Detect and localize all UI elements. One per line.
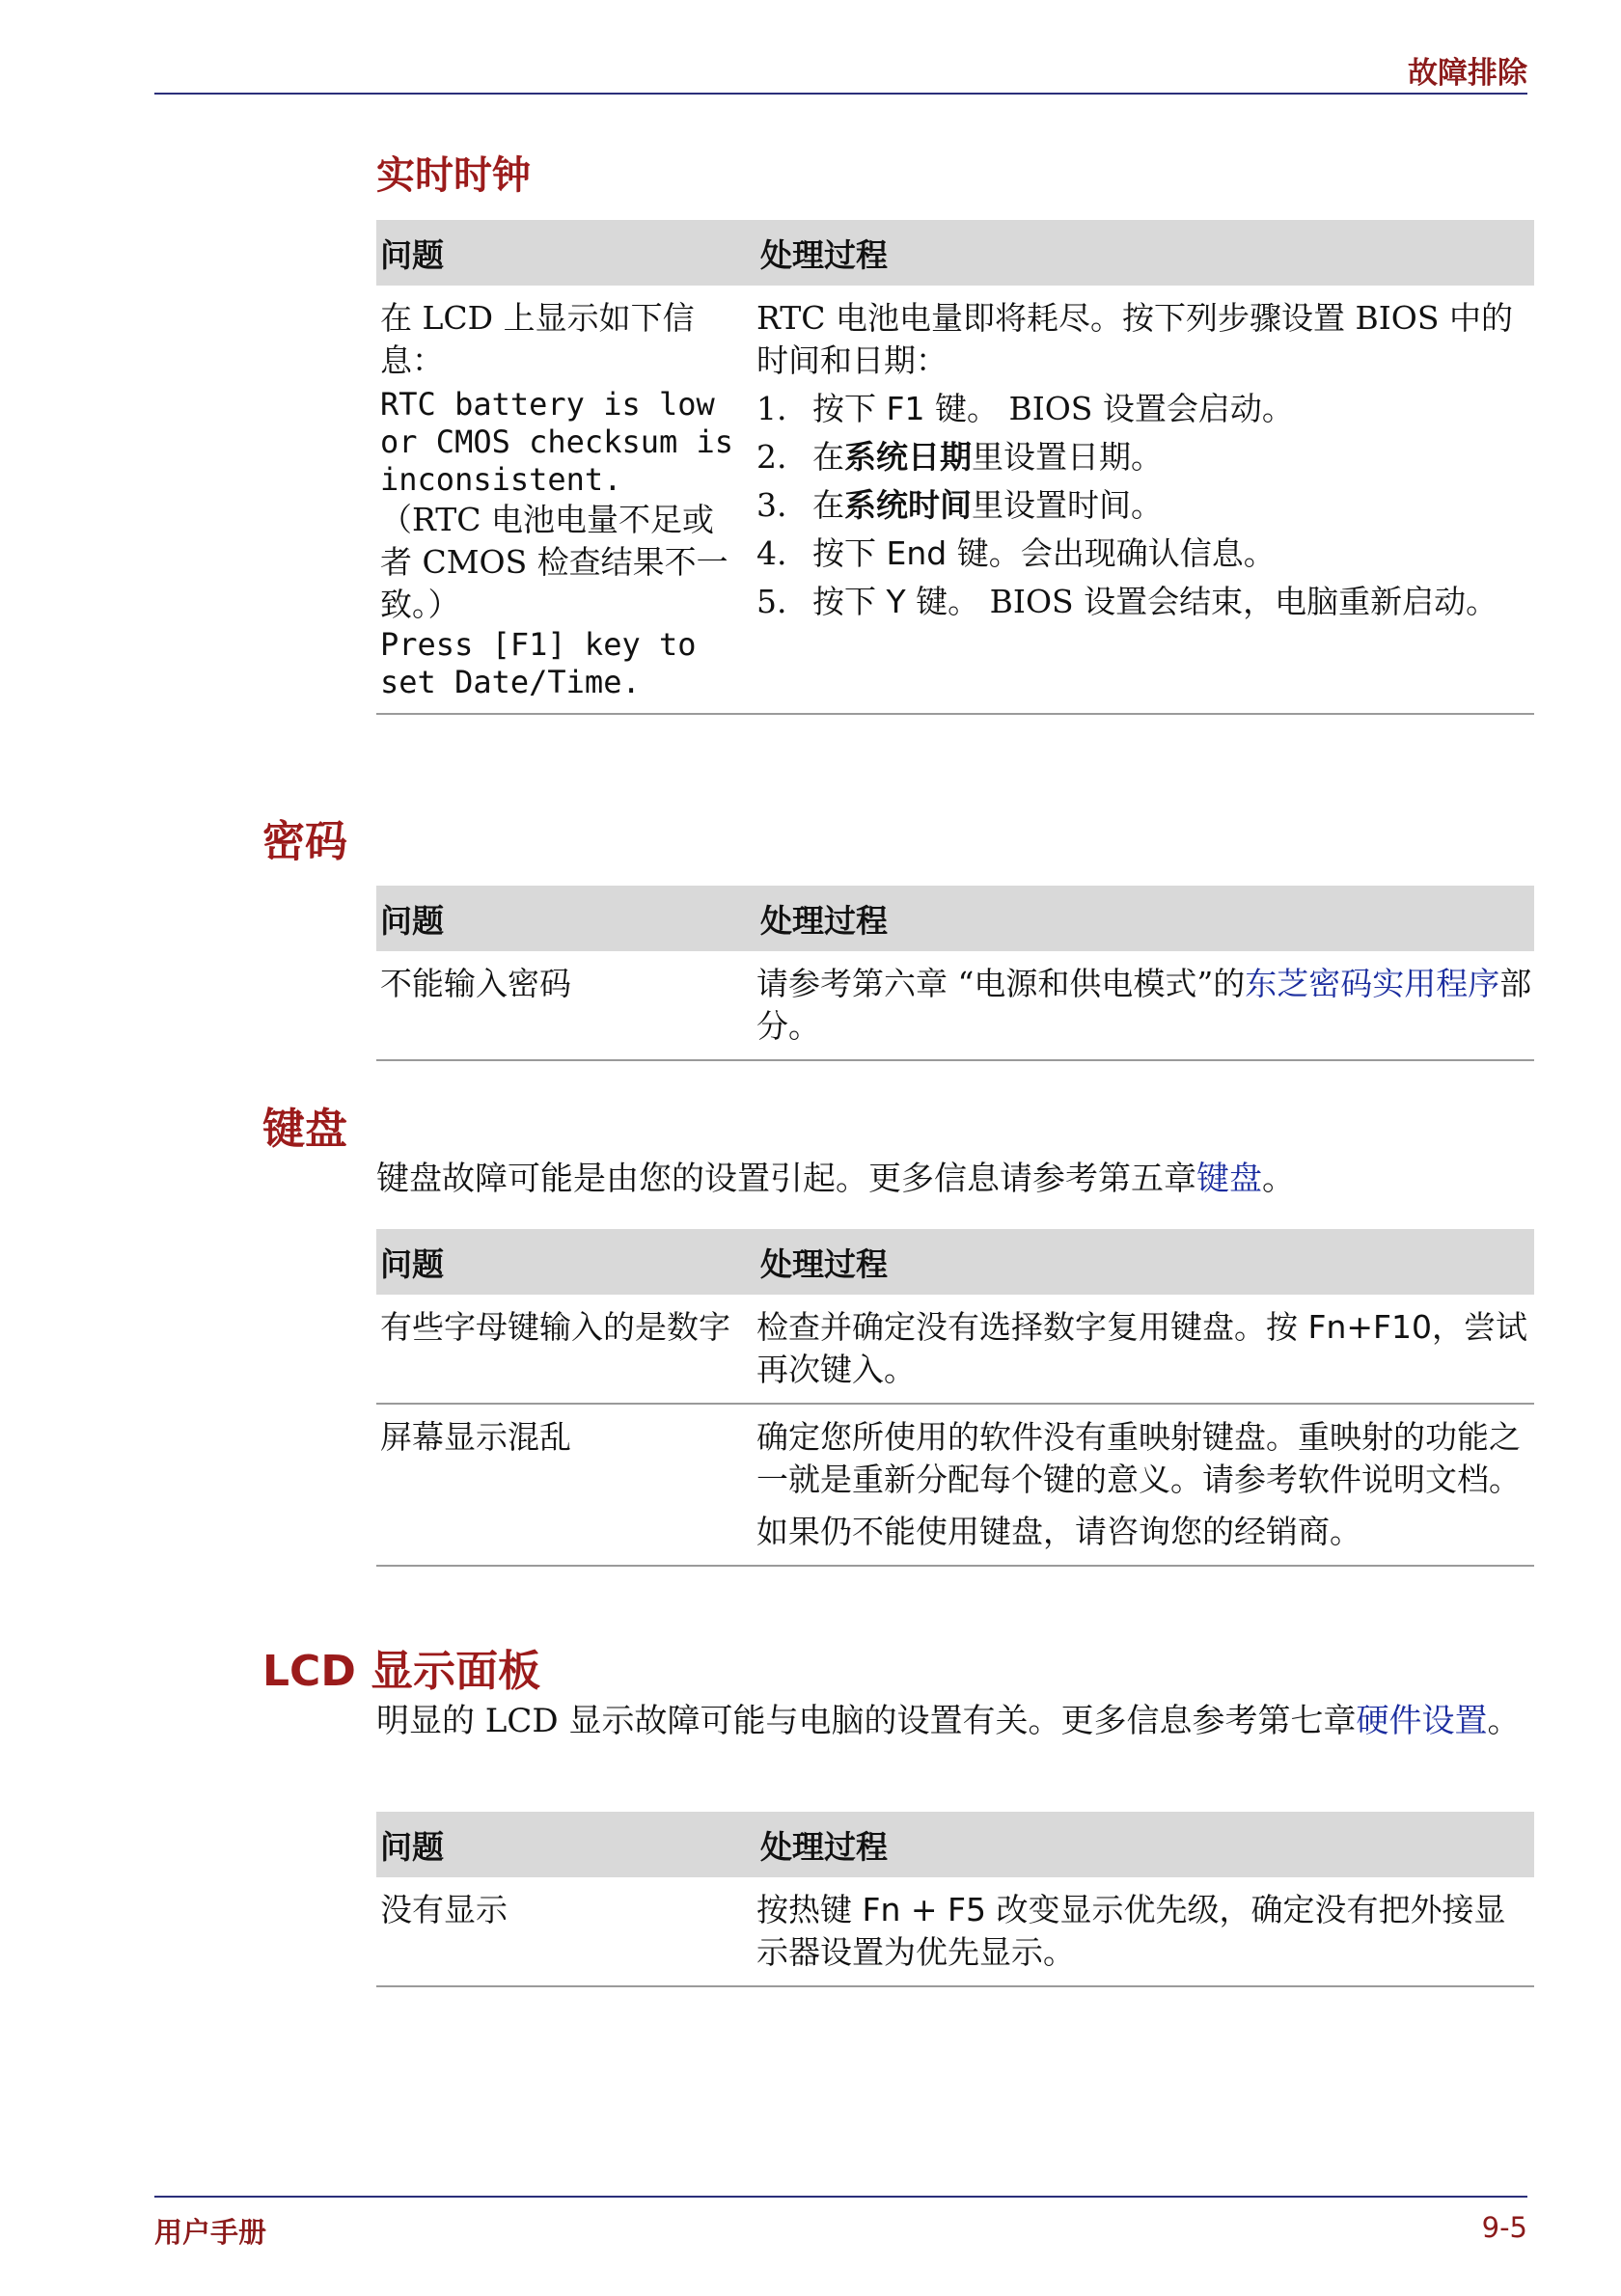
table-row xyxy=(376,1877,1534,1987)
table-header xyxy=(376,1229,1534,1295)
keyboard-heading: 键盘 xyxy=(262,1105,347,1154)
table-row xyxy=(376,1295,1534,1405)
footer-rule xyxy=(154,2196,1527,2198)
step-number: 4. xyxy=(756,534,787,572)
keyboard-chapter-link[interactable]: 键盘 xyxy=(1196,1160,1262,1198)
hardware-setup-link[interactable]: 硬件设置 xyxy=(1356,1702,1488,1740)
page-number: 9-5 xyxy=(1481,2211,1527,2244)
column-header-problem: 问题 xyxy=(380,901,444,940)
table-row xyxy=(376,286,1534,715)
password-table xyxy=(376,886,1534,1061)
header-rule xyxy=(154,93,1527,95)
step-item xyxy=(756,484,1534,527)
column-header-procedure: 处理过程 xyxy=(760,901,888,940)
problem-cell: 有些字母键输入的是数字 xyxy=(380,1308,730,1346)
keyboard-table xyxy=(376,1229,1534,1567)
table-header xyxy=(376,220,1534,286)
password-heading: 密码 xyxy=(262,817,347,866)
lcd-heading-text: LCD 显示面板 xyxy=(262,1647,541,1696)
procedure-text: ，尝试再次键入。 xyxy=(756,1308,1528,1388)
step-text: 按下 xyxy=(812,534,887,572)
step-text: 里设置日期。 xyxy=(972,438,1163,476)
step-number: 5. xyxy=(756,583,787,620)
procedure-cell xyxy=(756,951,1534,1059)
intro-text: 键盘故障可能是由您的设置引起。更多信息请参考第五章 xyxy=(376,1160,1196,1198)
key-name: End xyxy=(886,534,948,572)
step-text: 按下 xyxy=(812,583,887,620)
intro-text: 。 xyxy=(1487,1702,1521,1740)
page-header-title: 故障排除 xyxy=(1408,56,1527,91)
step-text: 键。 BIOS 设置会启动。 xyxy=(924,390,1294,427)
menu-name: 系统日期 xyxy=(844,438,972,476)
table-row xyxy=(376,951,1534,1061)
step-text: 在 xyxy=(812,486,844,524)
step-text: 在 xyxy=(812,438,844,476)
procedure-text: 确定您所使用的软件没有重映射键盘。重映射的功能之一就是重新分配每个键的意义。请参考软件说明文档。 xyxy=(756,1418,1521,1498)
procedure-text: 如果仍不能使用键盘，请咨询您的经销商。 xyxy=(756,1513,1361,1550)
step-text: 按下 xyxy=(812,390,887,427)
footer-manual-title: 用户手册 xyxy=(154,2216,267,2249)
rtc-heading: 实时时钟 xyxy=(376,153,531,198)
step-item xyxy=(756,388,1534,430)
table-row xyxy=(376,1405,1534,1567)
step-item xyxy=(756,581,1534,623)
problem-cell xyxy=(376,286,756,713)
lcd-table xyxy=(376,1812,1534,1987)
key-name: F1 xyxy=(886,390,925,427)
column-header-problem: 问题 xyxy=(380,1244,444,1283)
column-header-procedure: 处理过程 xyxy=(760,1827,888,1866)
password-utility-link[interactable]: 东芝密码实用程序 xyxy=(1245,965,1500,1002)
procedure-cell xyxy=(756,1877,1534,1985)
error-message-instruction: Press [F1] key to set Date/Time. xyxy=(380,626,697,700)
intro-text: 。 xyxy=(1262,1160,1295,1198)
procedure-cell xyxy=(756,1405,1534,1565)
step-text: 键。会出现确认信息。 xyxy=(947,534,1276,572)
key-name: Y xyxy=(886,583,906,620)
column-header-problem: 问题 xyxy=(380,235,444,274)
procedure-text: 请参考第六章 “电源和供电模式”的 xyxy=(756,965,1246,1002)
intro-text: 明显的 LCD 显示故障可能与电脑的设置有关。更多信息参考第七章 xyxy=(376,1702,1357,1740)
procedure-text: 改变显示优先级，确定没有把外接显示器设置为优先显示。 xyxy=(756,1891,1506,1971)
step-text: 里设置时间。 xyxy=(972,486,1163,524)
key-name: Fn + F5 xyxy=(862,1891,987,1928)
step-number: 1. xyxy=(756,390,787,427)
problem-cell: 屏幕显示混乱 xyxy=(380,1418,571,1456)
key-name: Fn+F10 xyxy=(1307,1308,1433,1346)
column-header-problem: 问题 xyxy=(380,1827,444,1866)
error-translation: （RTC 电池电量不足或者 CMOS 检查结果不一致。） xyxy=(380,501,728,623)
lcd-intro xyxy=(376,1700,1534,1742)
procedure-text: 检查并确定没有选择数字复用键盘。按 xyxy=(756,1308,1308,1346)
problem-text: 在 LCD 上显示如下信息： xyxy=(380,299,695,379)
column-header-procedure: 处理过程 xyxy=(760,235,888,274)
procedure-text: 按热键 xyxy=(756,1891,863,1928)
keyboard-intro xyxy=(376,1158,1534,1200)
step-item xyxy=(756,533,1534,575)
procedure-cell xyxy=(756,286,1534,713)
rtc-table xyxy=(376,220,1534,715)
problem-cell: 没有显示 xyxy=(380,1891,508,1928)
step-number: 3. xyxy=(756,486,787,524)
step-number: 2. xyxy=(756,438,787,476)
column-header-procedure: 处理过程 xyxy=(760,1244,888,1283)
procedure-intro: RTC 电池电量即将耗尽。按下列步骤设置 BIOS 中的时间和日期： xyxy=(756,299,1513,379)
procedure-cell xyxy=(756,1295,1534,1403)
table-header xyxy=(376,1812,1534,1877)
procedure-steps xyxy=(756,388,1534,623)
step-text: 键。 BIOS 设置会结束，电脑重新启动。 xyxy=(905,583,1498,620)
lcd-heading xyxy=(262,1636,540,1698)
menu-name: 系统时间 xyxy=(844,486,972,524)
table-header xyxy=(376,886,1534,951)
error-message: RTC battery is low or CMOS checksum is inconsistent. xyxy=(380,386,734,498)
procedure-text: 部分。 xyxy=(756,965,1532,1045)
problem-cell: 不能输入密码 xyxy=(380,965,571,1002)
step-item xyxy=(756,436,1534,478)
